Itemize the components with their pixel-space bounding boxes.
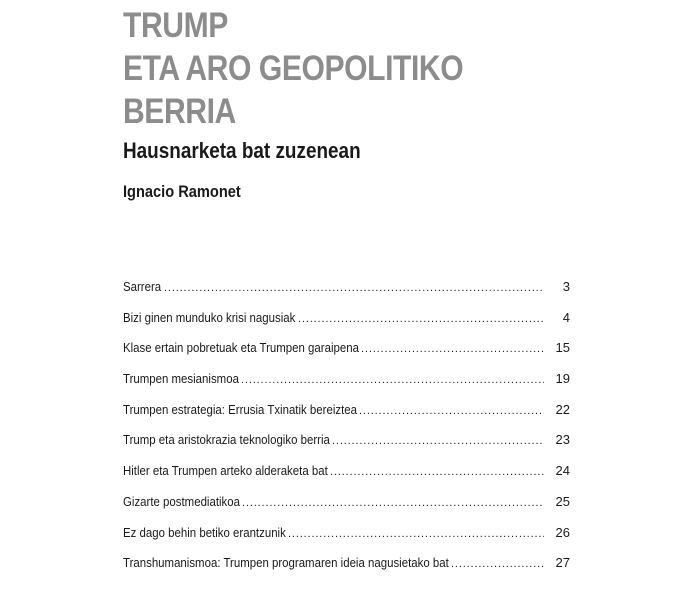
toc-leader-dots — [298, 313, 544, 325]
title-line-3: BERRIA — [123, 92, 236, 131]
table-of-contents — [123, 279, 570, 586]
toc-entry-label: Transhumanismoa: Trumpen programaren ideia nagusietako bat — [123, 555, 449, 571]
toc-entry-page: 4 — [562, 309, 570, 325]
toc-entry-label: Trump eta aristokrazia teknologiko berria — [123, 432, 330, 448]
toc-entry-page: 23 — [555, 432, 570, 448]
toc-entry-label: Klase ertain pobretuak eta Trumpen garaipena — [123, 340, 359, 356]
toc-entry-page: 27 — [555, 555, 570, 571]
book-title — [123, 4, 643, 133]
toc-entry-label: Bizi ginen munduko krisi nagusiak — [123, 309, 296, 325]
toc-entry[interactable] — [123, 555, 570, 586]
toc-entry-page: 22 — [555, 401, 570, 417]
toc-entry-page: 25 — [555, 493, 570, 509]
toc-entry[interactable] — [123, 279, 570, 310]
toc-entry-page: 15 — [555, 340, 570, 356]
title-line-1: TRUMP — [123, 6, 228, 45]
toc-entry[interactable] — [123, 340, 570, 371]
toc-entry-label: Trumpen estrategia: Errusia Txinatik bereiztea — [123, 401, 357, 417]
toc-leader-dots — [242, 497, 544, 509]
book-author: Ignacio Ramonet — [123, 182, 241, 201]
toc-entry[interactable] — [123, 371, 570, 402]
toc-entry-page: 26 — [555, 524, 570, 540]
book-subtitle: Hausnarketa bat zuzenean — [123, 138, 361, 163]
toc-entry-label: Gizarte postmediatikoa — [123, 493, 240, 509]
toc-entry[interactable] — [123, 402, 570, 433]
toc-leader-dots — [288, 528, 544, 540]
toc-entry-label: Trumpen mesianismoa — [123, 371, 239, 387]
toc-entry-page: 3 — [562, 279, 570, 294]
toc-leader-dots — [164, 282, 544, 294]
toc-leader-dots — [241, 374, 544, 386]
toc-entry[interactable] — [123, 310, 570, 341]
toc-entry[interactable] — [123, 432, 570, 463]
toc-entry[interactable] — [123, 525, 570, 556]
toc-leader-dots — [451, 558, 544, 570]
title-line-2: ETA ARO GEOPOLITIKO — [123, 49, 464, 88]
toc-leader-dots — [330, 466, 544, 478]
toc-entry-label: Hitler eta Trumpen arteko alderaketa bat — [123, 463, 328, 479]
toc-entry-page: 24 — [555, 463, 570, 479]
toc-entry-page: 19 — [555, 371, 570, 387]
toc-leader-dots — [361, 343, 544, 355]
toc-leader-dots — [359, 405, 544, 417]
toc-entry[interactable] — [123, 494, 570, 525]
toc-entry[interactable] — [123, 463, 570, 494]
toc-entry-label: Sarrera — [123, 279, 162, 294]
toc-leader-dots — [332, 435, 544, 447]
toc-entry-label: Ez dago behin betiko erantzunik — [123, 524, 286, 540]
